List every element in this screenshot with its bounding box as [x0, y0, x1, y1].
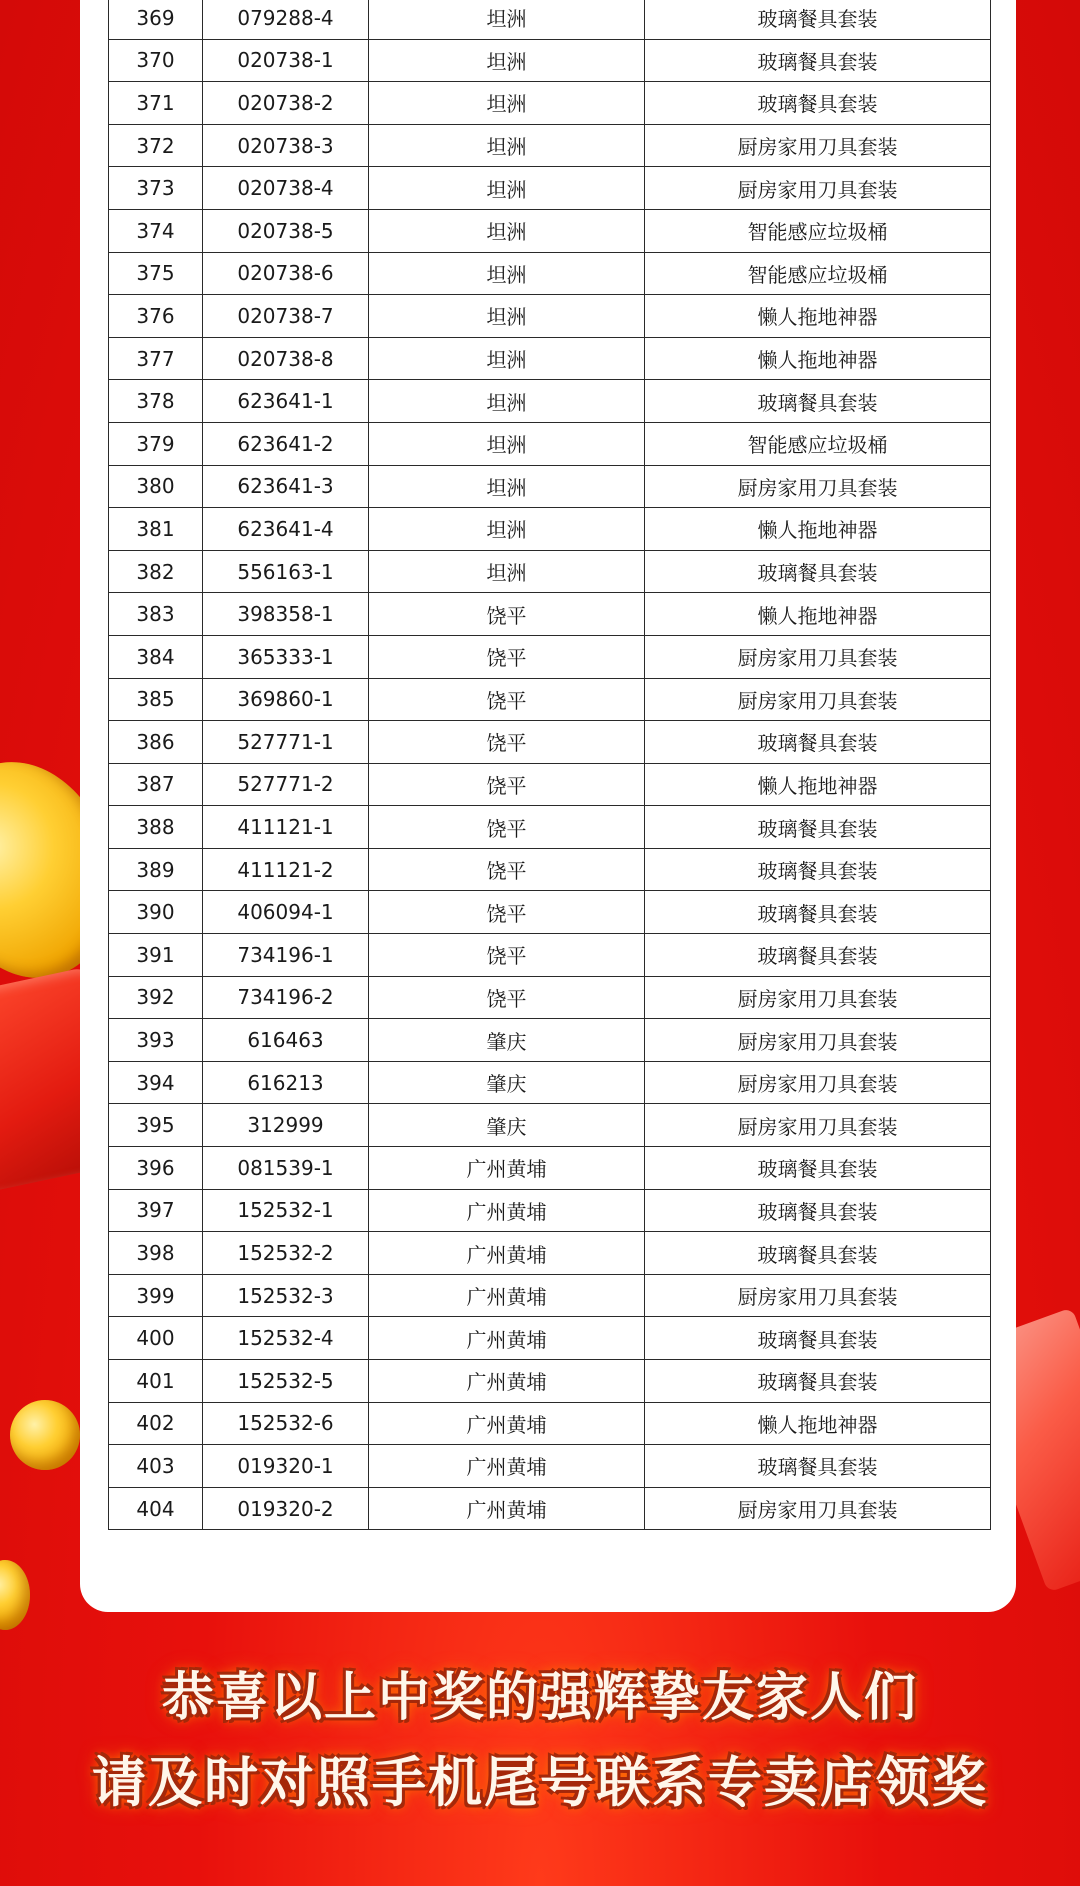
store-cell: 广州黄埔 [369, 1232, 645, 1275]
phone-tail-cell: 527771-2 [203, 763, 369, 806]
row-number-cell: 397 [109, 1189, 203, 1232]
store-cell: 坦洲 [369, 124, 645, 167]
row-number-cell: 391 [109, 934, 203, 977]
prize-cell: 玻璃餐具套装 [645, 1147, 991, 1190]
table-row [109, 848, 991, 891]
phone-tail-cell: 527771-1 [203, 721, 369, 764]
row-number-cell: 389 [109, 848, 203, 891]
row-number-cell: 369 [109, 0, 203, 39]
table-row [109, 1189, 991, 1232]
table-row [109, 465, 991, 508]
phone-tail-cell: 616463 [203, 1019, 369, 1062]
gold-coin-icon [10, 1400, 80, 1470]
prize-cell: 懒人拖地神器 [645, 508, 991, 551]
store-cell: 饶平 [369, 891, 645, 934]
phone-tail-cell: 152532-3 [203, 1274, 369, 1317]
table-row [109, 721, 991, 764]
phone-tail-cell: 369860-1 [203, 678, 369, 721]
phone-tail-cell: 020738-6 [203, 252, 369, 295]
row-number-cell: 392 [109, 976, 203, 1019]
phone-tail-cell: 152532-1 [203, 1189, 369, 1232]
row-number-cell: 382 [109, 550, 203, 593]
row-number-cell: 388 [109, 806, 203, 849]
phone-tail-cell: 020738-4 [203, 167, 369, 210]
table-row [109, 167, 991, 210]
table-row [109, 209, 991, 252]
phone-tail-cell: 734196-2 [203, 976, 369, 1019]
phone-tail-cell: 623641-1 [203, 380, 369, 423]
phone-tail-cell: 411121-2 [203, 848, 369, 891]
table-row [109, 1147, 991, 1190]
phone-tail-cell: 623641-2 [203, 422, 369, 465]
prize-cell: 厨房家用刀具套装 [645, 1061, 991, 1104]
table-row [109, 422, 991, 465]
row-number-cell: 393 [109, 1019, 203, 1062]
store-cell: 坦洲 [369, 508, 645, 551]
store-cell: 饶平 [369, 678, 645, 721]
phone-tail-cell: 616213 [203, 1061, 369, 1104]
table-row [109, 124, 991, 167]
row-number-cell: 378 [109, 380, 203, 423]
prize-cell: 玻璃餐具套装 [645, 848, 991, 891]
prize-cell: 智能感应垃圾桶 [645, 422, 991, 465]
store-cell: 广州黄埔 [369, 1402, 645, 1445]
table-row [109, 976, 991, 1019]
store-cell: 饶平 [369, 934, 645, 977]
row-number-cell: 379 [109, 422, 203, 465]
prize-cell: 玻璃餐具套装 [645, 1317, 991, 1360]
prize-cell: 懒人拖地神器 [645, 593, 991, 636]
prize-cell: 厨房家用刀具套装 [645, 678, 991, 721]
row-number-cell: 375 [109, 252, 203, 295]
phone-tail-cell: 734196-1 [203, 934, 369, 977]
phone-tail-cell: 556163-1 [203, 550, 369, 593]
prize-cell: 厨房家用刀具套装 [645, 1019, 991, 1062]
table-row [109, 934, 991, 977]
row-number-cell: 387 [109, 763, 203, 806]
store-cell: 坦洲 [369, 380, 645, 423]
store-cell: 饶平 [369, 976, 645, 1019]
row-number-cell: 404 [109, 1487, 203, 1530]
store-cell: 饶平 [369, 848, 645, 891]
prize-cell: 懒人拖地神器 [645, 295, 991, 338]
prize-cell: 玻璃餐具套装 [645, 1189, 991, 1232]
table-row [109, 1317, 991, 1360]
row-number-cell: 401 [109, 1360, 203, 1403]
prize-cell: 厨房家用刀具套装 [645, 635, 991, 678]
prize-cell: 玻璃餐具套装 [645, 721, 991, 764]
row-number-cell: 399 [109, 1274, 203, 1317]
row-number-cell: 386 [109, 721, 203, 764]
store-cell: 肇庆 [369, 1019, 645, 1062]
phone-tail-cell: 081539-1 [203, 1147, 369, 1190]
table-row [109, 252, 991, 295]
winners-table [108, 0, 991, 1530]
row-number-cell: 385 [109, 678, 203, 721]
table-row [109, 82, 991, 125]
prize-cell: 玻璃餐具套装 [645, 39, 991, 82]
prize-cell: 厨房家用刀具套装 [645, 1487, 991, 1530]
row-number-cell: 384 [109, 635, 203, 678]
store-cell: 坦洲 [369, 550, 645, 593]
store-cell: 广州黄埔 [369, 1360, 645, 1403]
prize-cell: 玻璃餐具套装 [645, 82, 991, 125]
row-number-cell: 373 [109, 167, 203, 210]
table-row [109, 39, 991, 82]
prize-cell: 厨房家用刀具套装 [645, 1104, 991, 1147]
prize-cell: 玻璃餐具套装 [645, 550, 991, 593]
store-cell: 坦洲 [369, 167, 645, 210]
prize-cell: 玻璃餐具套装 [645, 0, 991, 39]
claim-instruction-line: 请及时对照手机尾号联系专卖店领奖 [92, 1751, 988, 1814]
row-number-cell: 395 [109, 1104, 203, 1147]
table-row [109, 295, 991, 338]
table-row [109, 806, 991, 849]
congrats-line: 恭喜以上中奖的强辉挚友家人们 [161, 1668, 918, 1728]
phone-tail-cell: 079288-4 [203, 0, 369, 39]
phone-tail-cell: 152532-4 [203, 1317, 369, 1360]
table-row [109, 891, 991, 934]
prize-cell: 厨房家用刀具套装 [645, 167, 991, 210]
prize-cell: 懒人拖地神器 [645, 337, 991, 380]
phone-tail-cell: 152532-2 [203, 1232, 369, 1275]
row-number-cell: 400 [109, 1317, 203, 1360]
prize-cell: 懒人拖地神器 [645, 1402, 991, 1445]
row-number-cell: 398 [109, 1232, 203, 1275]
table-row [109, 1402, 991, 1445]
prize-cell: 玻璃餐具套装 [645, 1360, 991, 1403]
row-number-cell: 372 [109, 124, 203, 167]
table-row [109, 1232, 991, 1275]
phone-tail-cell: 406094-1 [203, 891, 369, 934]
phone-tail-cell: 020738-7 [203, 295, 369, 338]
table-row [109, 1019, 991, 1062]
table-row [109, 1487, 991, 1530]
phone-tail-cell: 152532-5 [203, 1360, 369, 1403]
row-number-cell: 381 [109, 508, 203, 551]
prize-cell: 智能感应垃圾桶 [645, 209, 991, 252]
row-number-cell: 396 [109, 1147, 203, 1190]
row-number-cell: 394 [109, 1061, 203, 1104]
row-number-cell: 402 [109, 1402, 203, 1445]
phone-tail-cell: 623641-4 [203, 508, 369, 551]
phone-tail-cell: 020738-5 [203, 209, 369, 252]
row-number-cell: 377 [109, 337, 203, 380]
row-number-cell: 376 [109, 295, 203, 338]
phone-tail-cell: 312999 [203, 1104, 369, 1147]
store-cell: 肇庆 [369, 1061, 645, 1104]
store-cell: 坦洲 [369, 337, 645, 380]
store-cell: 饶平 [369, 635, 645, 678]
store-cell: 坦洲 [369, 295, 645, 338]
prize-cell: 智能感应垃圾桶 [645, 252, 991, 295]
table-row [109, 635, 991, 678]
phone-tail-cell: 020738-2 [203, 82, 369, 125]
prize-cell: 厨房家用刀具套装 [645, 124, 991, 167]
store-cell: 坦洲 [369, 0, 645, 39]
prize-cell: 玻璃餐具套装 [645, 380, 991, 423]
phone-tail-cell: 020738-1 [203, 39, 369, 82]
phone-tail-cell: 365333-1 [203, 635, 369, 678]
store-cell: 广州黄埔 [369, 1147, 645, 1190]
store-cell: 坦洲 [369, 422, 645, 465]
store-cell: 坦洲 [369, 209, 645, 252]
store-cell: 饶平 [369, 721, 645, 764]
prize-cell: 厨房家用刀具套装 [645, 1274, 991, 1317]
phone-tail-cell: 398358-1 [203, 593, 369, 636]
store-cell: 广州黄埔 [369, 1189, 645, 1232]
prize-cell: 厨房家用刀具套装 [645, 465, 991, 508]
row-number-cell: 371 [109, 82, 203, 125]
store-cell: 坦洲 [369, 39, 645, 82]
phone-tail-cell: 019320-2 [203, 1487, 369, 1530]
prize-cell: 玻璃餐具套装 [645, 891, 991, 934]
store-cell: 饶平 [369, 806, 645, 849]
store-cell: 饶平 [369, 593, 645, 636]
store-cell: 广州黄埔 [369, 1317, 645, 1360]
store-cell: 广州黄埔 [369, 1487, 645, 1530]
winners-table-body [109, 0, 991, 1530]
row-number-cell: 374 [109, 209, 203, 252]
table-row [109, 337, 991, 380]
store-cell: 坦洲 [369, 252, 645, 295]
store-cell: 饶平 [369, 763, 645, 806]
phone-tail-cell: 020738-8 [203, 337, 369, 380]
store-cell: 肇庆 [369, 1104, 645, 1147]
table-row [109, 1061, 991, 1104]
prize-cell: 玻璃餐具套装 [645, 806, 991, 849]
table-row [109, 380, 991, 423]
phone-tail-cell: 411121-1 [203, 806, 369, 849]
table-row [109, 1360, 991, 1403]
phone-tail-cell: 019320-1 [203, 1445, 369, 1488]
table-row [109, 593, 991, 636]
phone-tail-cell: 152532-6 [203, 1402, 369, 1445]
row-number-cell: 390 [109, 891, 203, 934]
row-number-cell: 370 [109, 39, 203, 82]
prize-cell: 厨房家用刀具套装 [645, 976, 991, 1019]
store-cell: 坦洲 [369, 82, 645, 125]
phone-tail-cell: 623641-3 [203, 465, 369, 508]
table-row [109, 1104, 991, 1147]
row-number-cell: 383 [109, 593, 203, 636]
store-cell: 广州黄埔 [369, 1445, 645, 1488]
prize-cell: 玻璃餐具套装 [645, 1232, 991, 1275]
phone-tail-cell: 020738-3 [203, 124, 369, 167]
store-cell: 广州黄埔 [369, 1274, 645, 1317]
table-row [109, 508, 991, 551]
store-cell: 坦洲 [369, 465, 645, 508]
table-row [109, 763, 991, 806]
row-number-cell: 403 [109, 1445, 203, 1488]
table-row [109, 550, 991, 593]
prize-cell: 玻璃餐具套装 [645, 1445, 991, 1488]
prize-cell: 懒人拖地神器 [645, 763, 991, 806]
table-row [109, 678, 991, 721]
table-row [109, 0, 991, 39]
prize-cell: 玻璃餐具套装 [645, 934, 991, 977]
row-number-cell: 380 [109, 465, 203, 508]
table-row [109, 1274, 991, 1317]
table-row [109, 1445, 991, 1488]
